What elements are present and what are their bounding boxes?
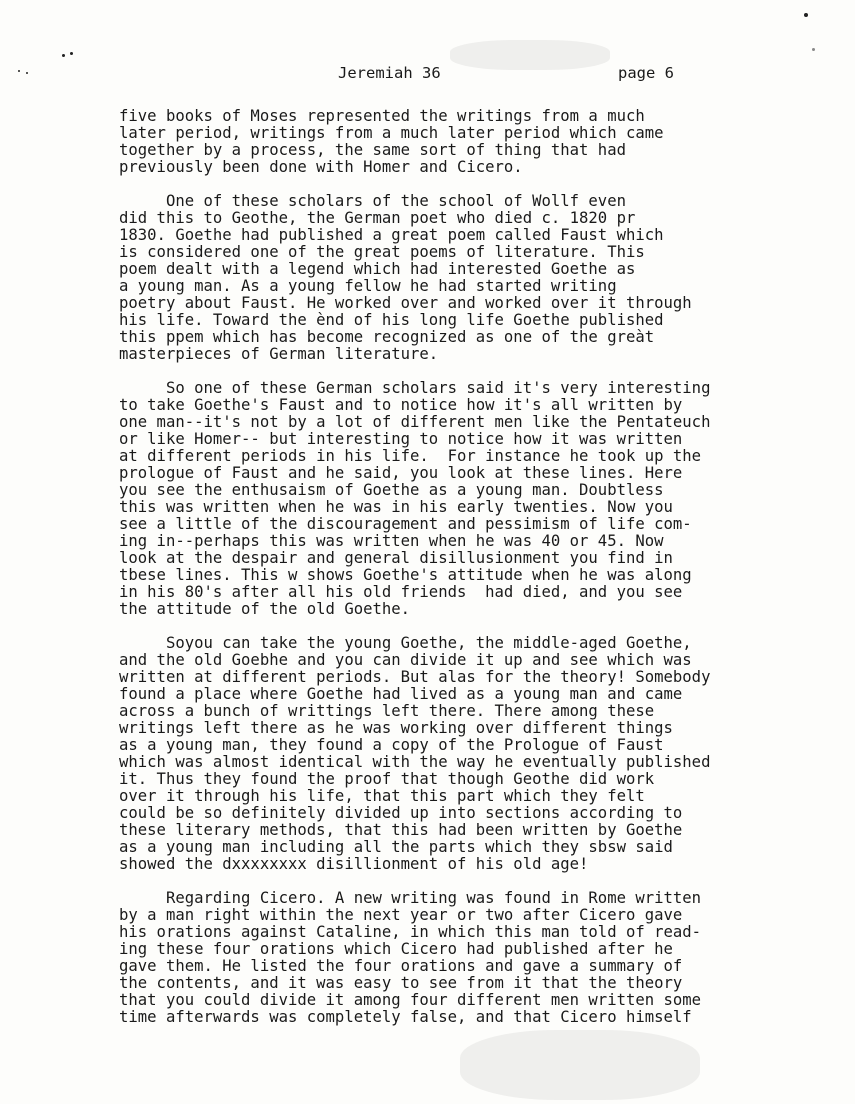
- text-line: one man--it's not by a lot of different men like the Pentateuch: [119, 413, 711, 431]
- text-line: poem dealt with a legend which had interested Goethe as: [119, 260, 636, 278]
- text-line: Regarding Cicero. A new writing was found in Rome written: [119, 889, 702, 907]
- text-line: previously been done with Homer and Cicero.: [119, 158, 523, 176]
- scan-speck: [812, 48, 815, 51]
- text-line: at different periods in his life. For instance he took up the: [119, 447, 702, 465]
- scan-speck: [70, 52, 73, 55]
- text-line: it. Thus they found the proof that though Geothe did work: [119, 770, 655, 788]
- text-line: ing in--perhaps this was written when he was 40 or 45. Now: [119, 532, 664, 550]
- text-line: in his 80's after all his old friends had died, and you see: [119, 583, 683, 601]
- text-line: a young man. As a young fellow he had started writing: [119, 277, 617, 295]
- text-line: did this to Geothe, the German poet who died c. 1820 pr: [119, 209, 636, 227]
- text-line: found a place where Goethe had lived as a young man and came: [119, 685, 683, 703]
- text-line: his orations against Cataline, in which this man told of read-: [119, 923, 702, 941]
- text-line: together by a process, the same sort of thing that had: [119, 141, 626, 159]
- text-line: tbese lines. This w shows Goethe's attitude when he was along: [119, 566, 692, 584]
- text-line: you see the enthusaism of Goethe as a young man. Doubtless: [119, 481, 664, 499]
- scan-speck: [62, 54, 65, 57]
- text-line: and the old Goebhe and you can divide it up and see which was: [119, 651, 692, 669]
- page-header: [0, 64, 855, 84]
- text-line: by a man right within the next year or two after Cicero gave: [119, 906, 683, 924]
- scan-smudge: [460, 1030, 700, 1100]
- text-line: showed the dxxxxxxxx disillionment of his old age!: [119, 855, 589, 873]
- text-line: these literary methods, that this had been written by Goethe: [119, 821, 683, 839]
- text-line: that you could divide it among four different men written some: [119, 991, 702, 1009]
- text-line: masterpieces of German literature.: [119, 345, 439, 363]
- paragraph-3: [119, 380, 809, 618]
- text-line: written at different periods. But alas for the theory! Somebody: [119, 668, 711, 686]
- text-line: ing these four orations which Cicero had published after he: [119, 940, 673, 958]
- text-line: look at the despair and general disillusionment you find in: [119, 549, 673, 567]
- text-line: five books of Moses represented the writings from a much: [119, 107, 645, 125]
- text-line: the contents, and it was easy to see from it that the theory: [119, 974, 683, 992]
- paragraph-4: [119, 635, 809, 873]
- text-line: his life. Toward the ènd of his long life Goethe published: [119, 311, 664, 329]
- text-line: could be so definitely divided up into sections according to: [119, 804, 683, 822]
- scan-speck: [804, 13, 808, 17]
- text-line: time afterwards was completely false, and that Cicero himself: [119, 1008, 692, 1026]
- text-line: over it through his life, that this part which they felt: [119, 787, 645, 805]
- text-line: across a bunch of writtings left there. There among these: [119, 702, 655, 720]
- text-line: see a little of the discouragement and pessimism of life com-: [119, 515, 692, 533]
- text-line: later period, writings from a much later period which came: [119, 124, 664, 142]
- text-line: gave them. He listed the four orations and gave a summary of: [119, 957, 683, 975]
- document-body: [119, 108, 809, 1026]
- paragraph-5: [119, 890, 809, 1026]
- text-line: this was written when he was in his early twenties. Now you: [119, 498, 673, 516]
- text-line: as a young man including all the parts which they sbsw said: [119, 838, 673, 856]
- page-number: page 6: [618, 64, 674, 82]
- paragraph-1: [119, 108, 809, 176]
- text-line: 1830. Goethe had published a great poem called Faust which: [119, 226, 664, 244]
- text-line: writings left there as he was working over different things: [119, 719, 673, 737]
- text-line: So one of these German scholars said it's very interesting: [119, 379, 711, 397]
- text-line: is considered one of the great poems of literature. This: [119, 243, 645, 261]
- text-line: Soyou can take the young Goethe, the middle-aged Goethe,: [119, 634, 692, 652]
- text-line: which was almost identical with the way he eventually published: [119, 753, 711, 771]
- paragraph-2: [119, 193, 809, 363]
- text-line: poetry about Faust. He worked over and worked over it through: [119, 294, 692, 312]
- text-line: One of these scholars of the school of Wollf even: [119, 192, 626, 210]
- document-title: Jeremiah 36: [338, 64, 441, 82]
- text-line: prologue of Faust and he said, you look at these lines. Here: [119, 464, 683, 482]
- text-line: or like Homer-- but interesting to notice how it was written: [119, 430, 683, 448]
- text-line: to take Goethe's Faust and to notice how it's all written by: [119, 396, 683, 414]
- text-line: this ppem which has become recognized as one of the greàt: [119, 328, 655, 346]
- text-line: as a young man, they found a copy of the Prologue of Faust: [119, 736, 664, 754]
- text-line: the attitude of the old Goethe.: [119, 600, 411, 618]
